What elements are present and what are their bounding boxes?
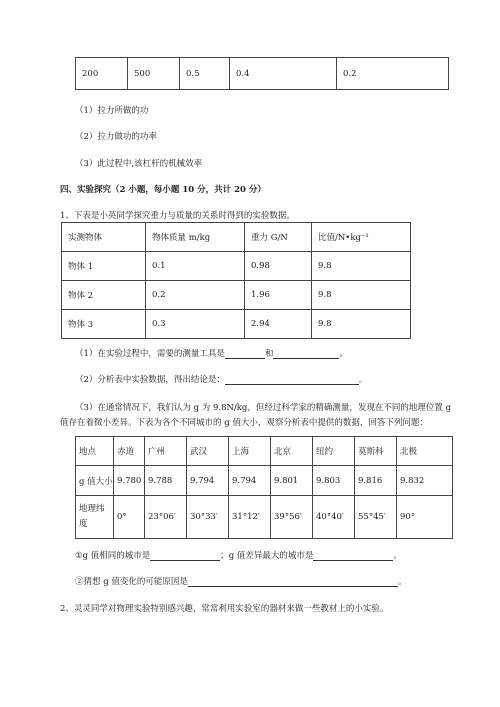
sub-question-text: ②猜想 g 值变化的可能原因是 <box>75 577 188 587</box>
table-cell: 40°40′ <box>313 496 355 539</box>
mass-weight-table <box>61 222 411 339</box>
table-cell: 广州 <box>145 437 187 466</box>
table-cell: 0.2 <box>337 58 449 90</box>
table-header: g 值大小 <box>76 466 114 496</box>
table-row <box>76 466 453 496</box>
table-cell: 武汉 <box>187 437 229 466</box>
row-label: 地理纬度 <box>79 504 105 529</box>
table-cell: 赤道 <box>114 437 145 466</box>
table-cell: 9.8 <box>312 252 411 281</box>
question-line: （3）此过程中,该杠杆的机械效率 <box>75 159 203 169</box>
answer-blank[interactable] <box>313 551 393 561</box>
sub-question-3-line: （3）在通常情况下，我们认为 g 为 9.8N/kg，但经过科学家的精确测量，发现在不同的地理位置 g <box>75 403 452 413</box>
question-intro: 1、下表是小英同学探究重力与质量的关系时得到的实验数据。 <box>60 211 295 221</box>
table-row <box>62 252 411 281</box>
table-cell: 500 <box>128 58 180 90</box>
table-header: 地点 <box>76 437 114 466</box>
table-cell: 0.4 <box>230 58 337 90</box>
top-table <box>75 57 449 90</box>
sub-question-text: 。 <box>397 577 407 587</box>
table-cell: 9.788 <box>145 466 187 496</box>
table-cell: 纽约 <box>313 437 355 466</box>
table-cell: 北京 <box>271 437 313 466</box>
answer-blank[interactable] <box>150 551 220 561</box>
table-cell: 0.1 <box>146 252 245 281</box>
table-cell: 55°45′ <box>355 496 397 539</box>
table-cell: 200 <box>76 58 128 90</box>
sub-question-circle-1 <box>75 549 402 561</box>
table-cell: 上海 <box>229 437 271 466</box>
table-cell: 31°12′ <box>229 496 271 539</box>
answer-blank[interactable] <box>225 349 265 359</box>
city-g-table <box>75 436 453 539</box>
table-cell: 9.8 <box>312 281 411 310</box>
question-intro: 2、灵灵同学对物理实验特别感兴趣，常常利用实验室的器材来做一些教材上的小实验。 <box>60 604 389 614</box>
table-cell: 北极 <box>397 437 453 466</box>
sub-question-text: 和 <box>264 349 274 359</box>
table-row <box>76 437 453 466</box>
table-header: 重力 G/N <box>245 223 312 252</box>
table-cell: 莫斯科 <box>355 437 397 466</box>
sub-question-3-line: 值存在着微小差异。下表为各个不同城市的 g 值大小，观察分析表中提供的数据，回答下列问题： <box>60 418 428 428</box>
sub-question-text: ①g 值相同的城市是 <box>75 551 151 561</box>
table-header: 物体质量 m/kg <box>146 223 245 252</box>
sub-question-text: 。 <box>339 349 348 359</box>
table-cell: 90° <box>397 496 453 539</box>
sub-question-text: 。 <box>393 551 402 561</box>
table-row <box>76 496 453 539</box>
table-row <box>62 281 411 310</box>
answer-blank[interactable] <box>225 375 359 385</box>
table-cell: 39°56′ <box>271 496 313 539</box>
sub-question-text: ；g 值差异最大的城市是 <box>220 551 314 561</box>
table-header <box>76 496 114 539</box>
sub-question-text: （1）在实验过程中，需要的测量工具是 <box>75 349 225 359</box>
table-cell: 9.832 <box>397 466 453 496</box>
table-header: 比值/N•kg⁻¹ <box>312 223 411 252</box>
sub-question-2 <box>75 373 367 385</box>
table-cell: 30°33′ <box>187 496 229 539</box>
table-row <box>62 310 411 339</box>
table-cell: 1.96 <box>245 281 312 310</box>
table-cell: 9.794 <box>229 466 271 496</box>
table-cell: 2.94 <box>245 310 312 339</box>
table-cell: 9.8 <box>312 310 411 339</box>
table-cell: 9.816 <box>355 466 397 496</box>
table-cell: 0.5 <box>180 58 230 90</box>
sub-question-circle-2 <box>75 575 406 587</box>
table-cell: 0.2 <box>146 281 245 310</box>
sub-question-text: （2）分析表中实验数据，得出结论是： <box>75 375 225 385</box>
sub-question-1 <box>75 347 348 359</box>
question-line: （2）拉力做功的功率 <box>75 132 157 142</box>
table-cell: 9.780 <box>114 466 145 496</box>
table-cell: 0.98 <box>245 252 312 281</box>
table-cell: 物体 2 <box>62 281 146 310</box>
sub-question-text: 。 <box>358 375 368 385</box>
table-cell: 物体 1 <box>62 252 146 281</box>
table-cell: 9.801 <box>271 466 313 496</box>
table-cell: 23°06′ <box>145 496 187 539</box>
table-cell: 0.3 <box>146 310 245 339</box>
table-cell: 0° <box>114 496 145 539</box>
table-cell: 物体 3 <box>62 310 146 339</box>
section-heading: 四、实验探究（2 小题，每小题 10 分，共计 20 分） <box>60 185 266 195</box>
answer-blank[interactable] <box>273 349 339 359</box>
answer-blank[interactable] <box>188 577 398 587</box>
question-line: （1）拉力所做的功 <box>75 106 149 116</box>
table-header: 实测物体 <box>62 223 146 252</box>
table-cell: 9.803 <box>313 466 355 496</box>
table-cell: 9.794 <box>187 466 229 496</box>
